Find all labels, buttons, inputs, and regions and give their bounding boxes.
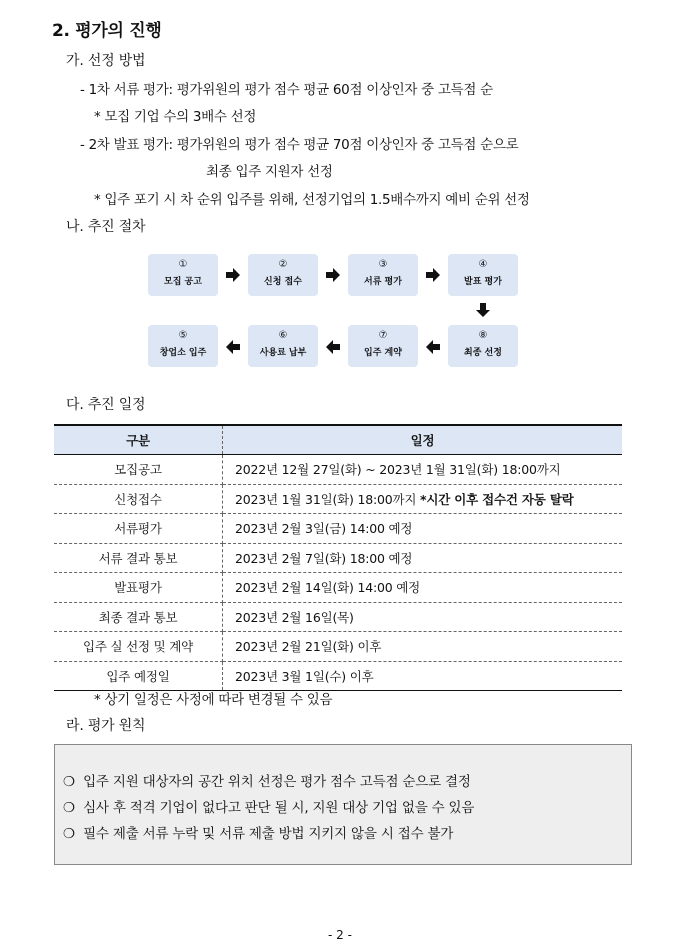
row-schedule (223, 632, 623, 662)
row-schedule-text: 2022년 12월 27일(화) ~ 2023년 1월 31일(화) 18:00까지 (235, 462, 561, 478)
arrow-down-icon (475, 302, 491, 318)
arrow-left-icon (425, 339, 441, 355)
procedure-heading: 나. 추진 절차 (66, 219, 146, 235)
row-item: 입주 실 선정 및 계약 (54, 632, 223, 662)
row-item: 신청접수 (54, 484, 223, 514)
step-7-box (348, 325, 418, 367)
step-3-box (348, 254, 418, 296)
row-item: 서류 결과 통보 (54, 543, 223, 573)
table-row (54, 484, 622, 514)
principle-item (63, 822, 453, 842)
row-schedule-text: 2023년 3월 1일(수) 이후 (235, 668, 374, 684)
row-schedule-note: *시간 이후 접수건 자동 탈락 (420, 491, 574, 507)
step-4-number: ④ (478, 259, 488, 270)
reserve-ranking-note: * 입주 포기 시 차 순위 입주를 위해, 선정기업의 1.5배수까지 예비 순위 선정 (94, 192, 530, 208)
row-schedule (223, 455, 623, 485)
row-item: 최종 결과 통보 (54, 602, 223, 632)
row-schedule-text: 2023년 2월 21일(화) 이후 (235, 639, 382, 655)
step-1-box (148, 254, 218, 296)
circle-bullet-icon: ❍ (63, 800, 75, 816)
step-1-label: 모집 공고 (164, 277, 202, 287)
row-schedule-text: 2023년 2월 7일(화) 18:00 예정 (235, 550, 413, 566)
section-title: 2. 평가의 진행 (52, 21, 162, 41)
row-schedule (223, 543, 623, 573)
step-6-label: 사용료 납부 (259, 348, 307, 358)
step-7-label: 입주 계약 (364, 348, 402, 358)
step-4-box (448, 254, 518, 296)
step-5-number: ⑤ (178, 330, 188, 341)
step-2-box (248, 254, 318, 296)
step-8-number: ⑧ (478, 330, 488, 341)
step-2-number: ② (278, 259, 288, 270)
row-item: 모집공고 (54, 455, 223, 485)
arrow-right-icon (325, 267, 341, 283)
principle-heading: 라. 평가 원칙 (66, 718, 146, 734)
step-3-label: 서류 평가 (364, 277, 402, 287)
principle-item-text: 필수 제출 서류 누락 및 서류 제출 방법 지키지 않을 시 접수 불가 (83, 826, 454, 842)
arrow-left-icon (325, 339, 341, 355)
page-number: - 2 - (328, 928, 352, 942)
principle-box (54, 744, 632, 865)
column-header-category: 구분 (54, 425, 223, 455)
arrow-right-icon (425, 267, 441, 283)
step-4-label: 발표 평가 (464, 277, 502, 287)
row-schedule (223, 573, 623, 603)
principle-item (63, 796, 474, 816)
step-5-box (148, 325, 218, 367)
arrow-right-icon (225, 267, 241, 283)
second-round-criteria: - 2차 발표 평가: 평가위원의 평가 점수 평균 70점 이상인자 중 고득점 순으로 (80, 137, 519, 153)
row-item: 입주 예정일 (54, 661, 223, 691)
table-row (54, 661, 622, 691)
table-row (54, 455, 622, 485)
table-row (54, 602, 622, 632)
step-3-number: ③ (378, 259, 388, 270)
step-1-number: ① (178, 259, 188, 270)
table-row (54, 543, 622, 573)
row-schedule (223, 661, 623, 691)
step-6-number: ⑥ (278, 330, 288, 341)
circle-bullet-icon: ❍ (63, 774, 75, 790)
row-item: 서류평가 (54, 514, 223, 544)
row-schedule (223, 514, 623, 544)
table-row (54, 632, 622, 662)
step-7-number: ⑦ (378, 330, 388, 341)
selection-method-heading: 가. 선정 방법 (66, 53, 146, 69)
schedule-footnote: * 상기 일정은 사정에 따라 변경될 수 있음 (94, 692, 333, 708)
table-header-row (54, 425, 622, 455)
principle-item-text: 심사 후 적격 기업이 없다고 판단 될 시, 지원 대상 기업 없을 수 있음 (83, 800, 475, 816)
table-row (54, 573, 622, 603)
circle-bullet-icon: ❍ (63, 826, 75, 842)
row-schedule (223, 484, 623, 514)
step-2-label: 신청 접수 (264, 277, 302, 287)
row-schedule-text: 2023년 2월 14일(화) 14:00 예정 (235, 580, 420, 596)
principle-item (63, 770, 471, 790)
arrow-left-icon (225, 339, 241, 355)
schedule-table (54, 424, 622, 691)
step-6-box (248, 325, 318, 367)
row-schedule-text: 2023년 1월 31일(화) 18:00까지 (235, 491, 417, 507)
row-item: 발표평가 (54, 573, 223, 603)
column-header-schedule: 일정 (223, 425, 623, 455)
row-schedule-text: 2023년 2월 3일(금) 14:00 예정 (235, 521, 413, 537)
first-round-note: * 모집 기업 수의 3배수 선정 (94, 109, 257, 125)
first-round-criteria: - 1차 서류 평가: 평가위원의 평가 점수 평균 60점 이상인자 중 고득점 순 (80, 82, 493, 98)
row-schedule-text: 2023년 2월 16일(목) (235, 609, 354, 625)
step-5-label: 창업소 입주 (159, 348, 207, 358)
table-row (54, 514, 622, 544)
step-8-label: 최종 선정 (464, 348, 502, 358)
row-schedule (223, 602, 623, 632)
schedule-heading: 다. 추진 일정 (66, 397, 146, 413)
step-8-box (448, 325, 518, 367)
second-round-criteria-cont: 최종 입주 지원자 선정 (206, 164, 333, 180)
principle-item-text: 입주 지원 대상자의 공간 위치 선정은 평가 점수 고득점 순으로 결정 (83, 774, 471, 790)
